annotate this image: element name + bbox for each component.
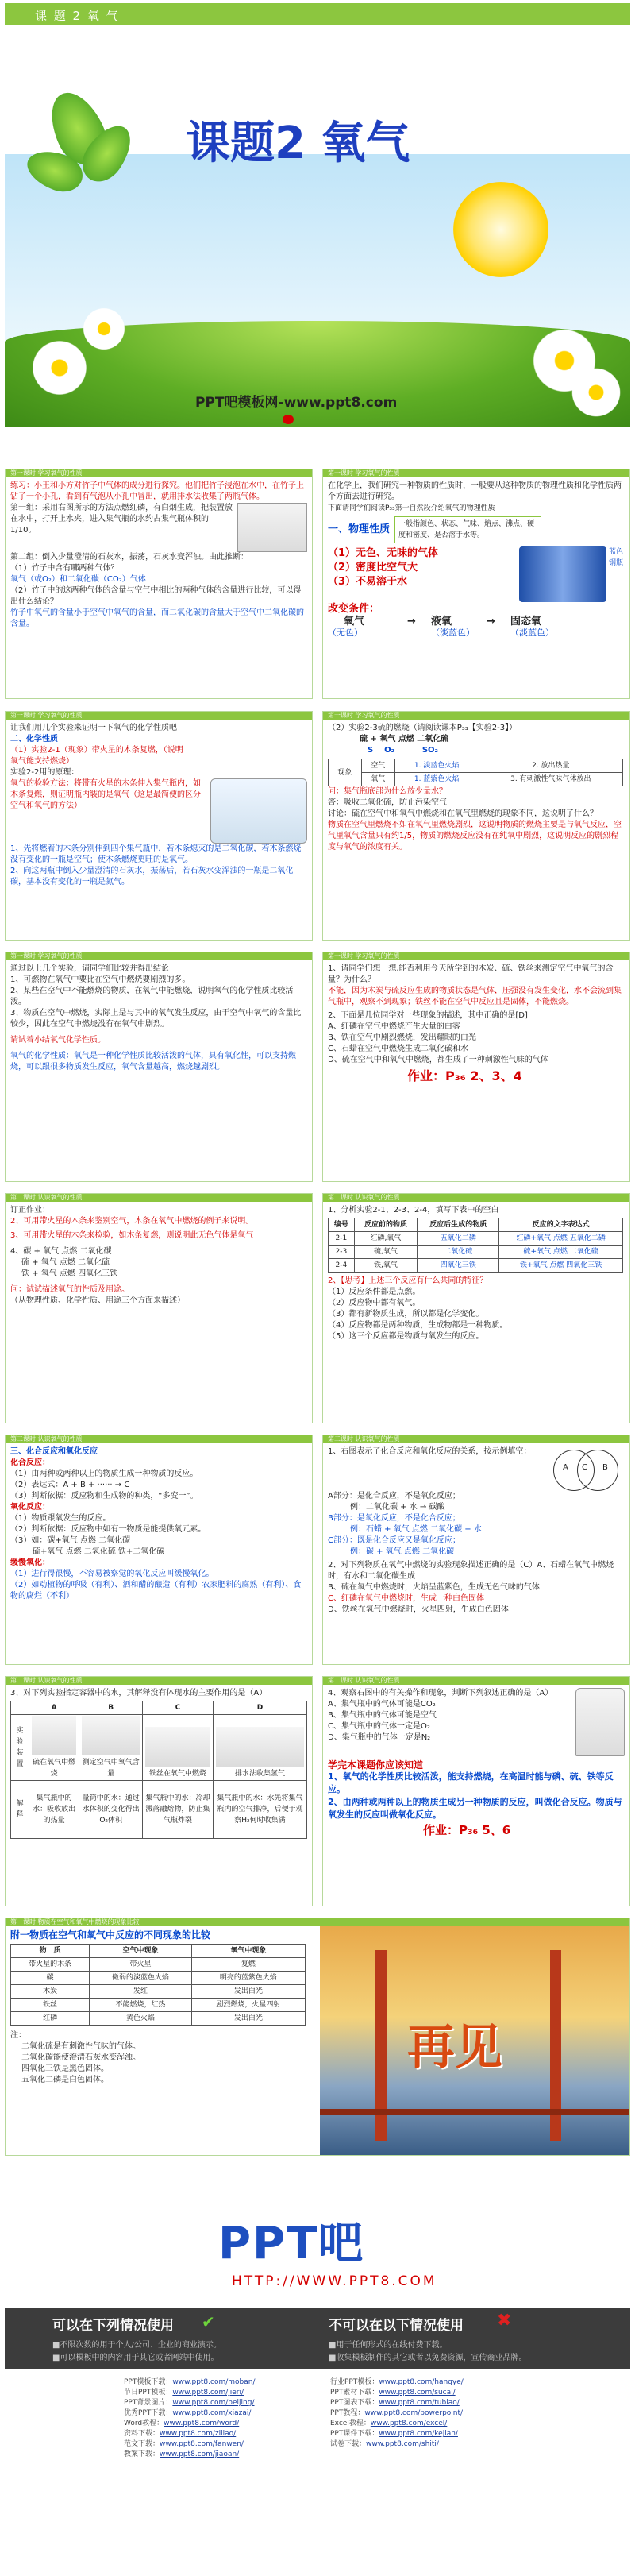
table-cell: 集气瓶中的水：吸收放出的热量 [29, 1781, 79, 1839]
footer-link-row [330, 2408, 537, 2419]
footer-link[interactable]: www.ppt8.com/sucai/ [379, 2389, 456, 2396]
text-line: C部分：既是化合反应又是氧化反应； [328, 1536, 460, 1545]
text-line: （1）物质跟氧发生的反应。 [10, 1514, 111, 1523]
point-line: （4）反应物都是两种物质，生成物都是一种物质。 [328, 1321, 508, 1330]
footer-link[interactable]: www.ppt8.com/hangye/ [379, 2378, 464, 2386]
can-use-1: ■不限次数的用于个人/公司、企业的商业演示。 [52, 2341, 221, 2350]
table-row [11, 1999, 306, 2012]
jar-image [575, 1688, 625, 1756]
venn-label-a: A [563, 1463, 568, 1472]
text-line: 物质在空气里燃烧不如在氧气里燃烧剧烈，这说明物质的燃烧主要是与氧气反应，空气里氧气含量只有约1/5，物质的燃烧反应没有在纯氧中剧烈，这说明反应的剧烈程度与氧气的浓度有关。 [328, 821, 622, 852]
footer-link[interactable]: www.ppt8.com/ziliao/ [160, 2430, 237, 2438]
text-line: 例：碳 + 氧气 点燃 二氧化碳 [350, 1547, 455, 1556]
equation: 4、碳 + 氧气 点燃 二氧化碳 [10, 1247, 112, 1256]
footer-link-row [330, 2377, 537, 2388]
color-1: （无色） [328, 628, 363, 638]
table-head: 氧气中现象 [191, 1945, 305, 1958]
text-line: 2、【思考】上述三个反应有什么共同的特征？ [328, 1276, 488, 1285]
can-use-title: 可以在下列情况使用 [52, 2318, 174, 2334]
table-cell: 五氧化二磷 [418, 1232, 499, 1246]
text-line: 3、可用带火星的木条来检验，如木条复燃，则说明此无色气体是氧气 [10, 1231, 254, 1240]
footer-link[interactable]: www.ppt8.com/jieri/ [172, 2389, 244, 2396]
text-line: 硫+氧气 点燃 二氧化硫 铁+二氧化碳 [33, 1547, 165, 1556]
footer-link-row [124, 2388, 330, 2398]
point-line: （1）反应条件都是点燃。 [328, 1288, 421, 1296]
table-head: D [213, 1701, 306, 1715]
footer-link[interactable]: www.ppt8.com/kejian/ [379, 2430, 458, 2438]
table-cell: 3. 有刺激性气味气体放出 [479, 773, 622, 786]
footer-link[interactable]: www.ppt8.com/tubiao/ [379, 2399, 460, 2407]
slide-chemical-property [5, 711, 313, 941]
table-cell: 铁,氧气 [354, 1259, 418, 1273]
property-item: （3）不易溶于水 [328, 576, 408, 588]
flower-icon [80, 305, 128, 353]
slide-bar: 第二课时 认识氧气的性质 [323, 1435, 629, 1443]
footer-link[interactable]: www.ppt8.com/xiazai/ [172, 2409, 252, 2417]
arrow-icon: → [407, 616, 416, 628]
cylinder-image [519, 546, 606, 602]
hero-watermark: PPT吧模板网-www.ppt8.com [195, 395, 398, 411]
text-line: A部分：是化合反应，不是氧化反应； [328, 1492, 460, 1500]
table-head: 反应后生成的物质 [418, 1218, 499, 1232]
text-line: 1、请同学们想一想,能否利用今天所学到的木炭、硫、铁丝来测定空气中氧气的含量？为什么？ [328, 964, 614, 984]
footer-link-row [330, 2388, 537, 2398]
license-panel [5, 2308, 630, 2369]
table-cell: 1. 淡蓝色火焰 [394, 759, 479, 773]
footer-link-label: PPT课件下载： [330, 2430, 379, 2438]
point-line: （5）这三个反应都是物质与氧发生的反应。 [328, 1332, 484, 1341]
state-solid: 固态氧 [510, 616, 542, 628]
subhead: 氧化反应： [10, 1503, 50, 1512]
option-c: C、石蜡在空气中燃烧生成二氧化碳和水 [328, 1045, 468, 1053]
text-line: 通过以上几个实验，请同学们比较并得出结论 [10, 964, 169, 973]
subhead: 化合反应： [10, 1458, 50, 1467]
option-a: A、集气瓶中的气体可能是CO₂ [328, 1700, 436, 1709]
footer-link-row [330, 2429, 537, 2439]
table-cell: 铁丝 [11, 1999, 90, 2012]
table-row [329, 1246, 623, 1259]
goodbye-text: 再见 [407, 2020, 503, 2076]
cross-icon: ✖ [497, 2311, 512, 2331]
slide-correction [5, 1193, 313, 1423]
slide-bar: 第一课时 学习氧气的性质 [323, 952, 629, 960]
slide-bar: 第二课时 认识氧气的性质 [323, 1677, 629, 1685]
ladybug-icon [283, 415, 294, 424]
footer-link-label: PPT教程： [330, 2409, 365, 2417]
table-head: B [79, 1701, 143, 1715]
state-oxygen: 氧气 [344, 616, 365, 628]
text-line: 2、对下列物质在氧气中燃烧的实验现象描述正确的是（C）A、石蜡在氧气中燃烧时，有水和二氧化碳生成 [328, 1561, 614, 1581]
text-line: 1、先将燃着的木条分别伸到四个集气瓶中，若木条熄灭的是二氧化碳，若木条燃烧没有变化的一瓶是空气；使木条燃烧更旺的是氧气。 [10, 844, 302, 864]
table-cell: 测定空气中氧气含量 [79, 1715, 143, 1781]
slide-summary [322, 1676, 630, 1906]
footer-links [5, 2377, 630, 2465]
table-row [11, 1958, 306, 1972]
option-b: B、铁在空气中剧烈燃烧，发出耀眼的白光 [328, 1033, 476, 1042]
slide-comparison [5, 1918, 630, 2156]
venn-diagram [545, 1446, 625, 1491]
venn-label-b: B [602, 1463, 608, 1472]
slide-combination-reaction [5, 1435, 313, 1665]
slide-exercise-bamboo [5, 469, 313, 699]
table-cell: 发红 [90, 1985, 192, 1999]
table-cell: 碳 [11, 1972, 90, 1985]
table-cell: 铁丝在氧气中燃烧 [143, 1715, 214, 1781]
note-line: 二氧化碳能使澄清石灰水变浑浊。 [21, 2053, 140, 2062]
text-line: （1）进行得很慢，不容易被察觉的氧化反应叫缓慢氧化。 [10, 1570, 214, 1578]
text-line: C、红磷在氧气中燃烧时，生成一种白色固体 [328, 1594, 484, 1603]
note-label: 注： [10, 2031, 26, 2040]
property-item: （2）密度比空气大 [328, 562, 418, 574]
table-cell: 集气瓶中的水：水先将集气瓶内的空气排净，后便于观察H₂何时收集满 [213, 1781, 306, 1839]
text-line: 氧气的化学性质：氧气是一种化学性质比较活泼的气体，具有氧化性，可以支持燃烧，可以跟很多物质发生反应，氧气含量越高，燃烧越剧烈。 [10, 1052, 296, 1072]
table-cell: 空气 [361, 759, 394, 773]
text-line: 氧气的检验方法：将带有火星的木条伸入集气瓶内，如木条复燃，则证明瓶内装的是氧气（这是最简便的区分空气和氧气的方法） [10, 779, 201, 810]
text-line: 第二组：倒入少量澄清的石灰水，振荡，石灰水变浑浊。由此推断： [10, 553, 248, 562]
text-line: 请试着小结氧气化学性质。 [10, 1036, 106, 1045]
footer-link-label: PPT模板下载： [124, 2378, 173, 2386]
table-cell: 二氧化硫 [418, 1246, 499, 1259]
text-line: 1、分析实验2-1、2-3、2-4，填写下表中的空白 [328, 1206, 499, 1215]
summary-point: 2、由两种或两种以上的物质生成另一种物质的反应，叫做化合反应。物质与氧发生的反应叫做氧化反应。 [328, 1797, 622, 1820]
equation: 铁 + 氧气 点燃 四氧化三铁 [21, 1269, 118, 1278]
table-cell: 排水法收集氢气 [213, 1715, 306, 1781]
summary-title: 学完本课题你应该知道 [328, 1759, 424, 1771]
text-line: （1）竹子中含有哪两种气体？ [10, 564, 119, 573]
table-row [11, 1985, 306, 1999]
table-cell: 四氧化三铁 [418, 1259, 499, 1273]
bottle-image [210, 778, 307, 844]
text-line: 1、右图表示了化合反应和氧化反应的关系，按示例填空： [328, 1447, 532, 1456]
text-line: 在化学上，我们研究一种物质的性质时，一般要从这种物质的物理性质和化学性质两个方面去进行研究。 [328, 481, 622, 501]
homework: 作业：P₃₆ 5、6 [423, 1823, 511, 1837]
text-line: （1）实验2-1（现象）带火星的木条复燃，（说明氧气能支持燃烧） [10, 746, 183, 766]
homework: 作业：P₃₆ 2、3、4 [407, 1068, 522, 1083]
footer-link-label: 资料下载： [124, 2430, 160, 2438]
slide-bar: 第一课时 学习氧气的性质 [6, 952, 312, 960]
footer-link-row [330, 2398, 537, 2408]
venn-label-c: C [582, 1463, 587, 1472]
text-line: （2）表达式：A + B + ······ → C [10, 1481, 130, 1489]
option-b: B、集气瓶中的气体可能是空气 [328, 1711, 437, 1720]
slide-reaction-table [322, 1193, 630, 1423]
note-line: 二氧化硫是有刺激性气味的气体。 [21, 2042, 140, 2051]
footer-link[interactable]: www.ppt8.com/powerpoint/ [364, 2409, 464, 2417]
footer-logo: PPT吧 [218, 2218, 365, 2269]
footer-link[interactable]: www.ppt8.com/shiti/ [366, 2440, 439, 2448]
text-line: （2）实验2-3硫的燃烧（请阅读课本P₃₃【实验2-3】） [328, 724, 518, 732]
cannot-use-1: ■用于任何形式的在线付费下载。 [329, 2341, 448, 2350]
text-line: 实验2-2用的原理： [10, 768, 79, 777]
formula: S O₂ SO₂ [368, 746, 438, 755]
text-line: （2）竹子中的这两种气体的含量与空气中相比的两种气体的含量进行比较，可以得出什么结论？ [10, 586, 302, 606]
goodbye-image [320, 1926, 629, 2155]
table-head: A [29, 1701, 79, 1715]
table-cell: 发出白光 [191, 1985, 305, 1999]
text-line: 例：二氧化碳 + 水 → 碳酸 [350, 1503, 445, 1512]
option-d: D、集气瓶中的气体一定是N₂ [328, 1733, 431, 1742]
table-row [11, 1972, 306, 1985]
sun [453, 182, 548, 277]
table-cell: 硫,氧气 [354, 1246, 418, 1259]
phenomena-table [328, 759, 623, 786]
footer-link[interactable]: www.ppt8.com/beijing/ [172, 2399, 255, 2407]
text-line: 3、对下列实验指定容器中的水，其解释没有体现水的主要作用的是（A） [10, 1689, 267, 1697]
footer-link-label: 节日PPT模板： [124, 2389, 173, 2396]
table-cell: 微弱的淡蓝色火焰 [90, 1972, 192, 1985]
slide-bar: 第一课时 物质在空气和氧气中燃烧的现象比较 [6, 1918, 629, 1926]
slide-physical-property [322, 469, 630, 699]
section-head: 二、化学性质 [10, 735, 58, 743]
footer-link-label: Excel教程： [330, 2420, 371, 2427]
text-line: 4、观察右图中的有关操作和现象，判断下列叙述正确的是（A） [328, 1689, 553, 1697]
table-cell: 带火星的木条 [11, 1958, 90, 1972]
table-row [329, 1259, 623, 1273]
slide-bar: 第一课时 学习氧气的性质 [6, 712, 312, 720]
table-cell: 红磷 [11, 2012, 90, 2026]
text-line: 答：吸收二氧化硫，防止污染空气 [328, 798, 447, 807]
footer-link-row [124, 2377, 330, 2388]
definition-box: 一般指颜色、状态、气味、熔点、沸点、硬度和密度、是否溶于水等。 [394, 516, 541, 543]
footer-link-row [124, 2429, 330, 2439]
water-table [10, 1701, 307, 1839]
table-cell: 红磷,氧气 [354, 1232, 418, 1246]
cannot-use-2: ■收集模板制作的其它或者以免费资源，宣传商业品牌。 [329, 2354, 527, 2362]
footer-link-label: Word教程： [124, 2420, 164, 2427]
footer-link[interactable]: www.ppt8.com/jiaoan/ [160, 2450, 240, 2458]
slide-water-role [5, 1676, 313, 1906]
table-cell: 2-4 [329, 1259, 355, 1273]
property-item: （1）无色、无味的气体 [328, 547, 439, 559]
point-line: （2）反应物中都有氧气。 [328, 1299, 421, 1307]
hero-slide [5, 3, 630, 427]
slide-bar: 第二课时 认识氧气的性质 [323, 1194, 629, 1202]
note-line: 四氧化三铁是黑色固体。 [21, 2064, 109, 2073]
text-line: 3、物质在空气中燃烧，实际上是与其中的氧气发生反应，由于空气中氧气的含量比较少，因此在空气中燃烧没有在氧气中剧烈。 [10, 1009, 302, 1029]
table-head: 编号 [329, 1218, 355, 1232]
color-3: （淡蓝色） [510, 628, 554, 638]
table-head: 反应前的物质 [354, 1218, 418, 1232]
point-line: （3）都有新物质生成，所以都是化学变化。 [328, 1310, 484, 1319]
text-line: 问：试试描述氧气的性质及用途。 [10, 1285, 129, 1294]
text-line: 订正作业： [10, 1206, 50, 1215]
arrow-icon: → [487, 616, 495, 628]
table-cell: 不能燃烧，红热 [90, 1999, 192, 2012]
text-line: B部分：是氧化反应，不是化合反应； [328, 1514, 460, 1523]
subhead: 缓慢氧化： [10, 1558, 50, 1567]
table-cell: 2. 放出热量 [479, 759, 622, 773]
slide-bar: 第二课时 认识氧气的性质 [6, 1194, 312, 1202]
comparison-table [10, 1944, 306, 2026]
state-liquid: 液氧 [431, 616, 452, 628]
table-cell: 量筒中的水：通过水体积的变化得出O₂体积 [79, 1781, 143, 1839]
footer-link-row [330, 2439, 537, 2450]
table-row [11, 2012, 306, 2026]
footer-url: HTTP://WWW.PPT8.COM [232, 2273, 437, 2289]
table-cell: 明亮的蓝紫色火焰 [191, 1972, 305, 1985]
can-use-2: ■可以模板中的内容用于其它或者网站中使用。 [52, 2354, 219, 2362]
footer-link[interactable]: www.ppt8.com/fanwen/ [160, 2440, 244, 2448]
footer-link-row [124, 2439, 330, 2450]
slide-discussion [322, 952, 630, 1182]
text-line: 问：集气瓶底部为什么放少量水？ [328, 787, 447, 796]
color-2: （淡蓝色） [431, 628, 475, 638]
table-cell: 2-3 [329, 1246, 355, 1259]
hero-title: 课题2 氧气 [186, 118, 410, 169]
text-line: 2、下面是几位同学对一些现象的描述，其中正确的是[D] [328, 1011, 528, 1020]
table-head: 现象 [329, 759, 362, 786]
equation: 硫 + 氧气 点燃 二氧化硫 [21, 1258, 110, 1267]
text-line: （从物理性质、化学性质、用途三个方面来描述） [10, 1296, 185, 1305]
footer-link-row [330, 2419, 537, 2429]
text-line: D、铁丝在氧气中燃烧时，火星四射，生成白色固体 [328, 1605, 509, 1614]
slide-sulfur-combustion [322, 711, 630, 941]
slide-bar: 第一课时 学习氧气的性质 [323, 469, 629, 477]
text-line: 例：石蜡 + 氧气 点燃 二氧化碳 + 水 [350, 1525, 482, 1534]
footer-link[interactable]: www.ppt8.com/excel/ [370, 2420, 448, 2427]
footer-link-label: 教案下载： [124, 2450, 160, 2458]
table-cell: 红磷+氧气 点燃 五氧化二磷 [499, 1232, 623, 1246]
slide-bar: 第二课时 认识氧气的性质 [6, 1435, 312, 1443]
option-d: D、硫在空气中和氧气中燃烧，都生成了一种刺激性气味的气体 [328, 1056, 548, 1064]
text-line: 练习：小王和小方对竹子中气体的成分进行探究。他们把竹子浸泡在水中，在竹子上钻了一个小孔，看到有气泡从小孔中冒出，就用排水法收集了两瓶气体。 [10, 481, 304, 501]
comparison-title: 附一物质在空气和氧气中反应的不同现象的比较 [10, 1929, 211, 1941]
table-head: 反应的文字表达式 [499, 1218, 623, 1232]
text-line: 让我们用几个实验来证明一下氧气的化学性质吧！ [10, 724, 185, 732]
cannot-use-title: 不可以在以下情况使用 [329, 2318, 464, 2334]
slide-conclusion [5, 952, 313, 1182]
text-line: 2、某些在空气中不能燃烧的物质，在氧气中能燃烧，说明氧气的化学性质比较活泼。 [10, 987, 294, 1006]
footer-link[interactable]: www.ppt8.com/word/ [164, 2420, 240, 2427]
table-cell: 集气瓶中的水：冷却溅落融熔物，防止集气瓶炸裂 [143, 1781, 214, 1839]
text-line: （2）如动植物的呼吸（有利）、酒和醋的酿造（有利）农家肥料的腐熟（有利）、食物的腐烂（不利） [10, 1581, 302, 1601]
reaction-table [328, 1218, 623, 1273]
table-cell: 2-1 [329, 1232, 355, 1246]
flower-icon [29, 337, 90, 399]
table-cell: 硫+氧气 点燃 二氧化硫 [499, 1246, 623, 1259]
option-c: C、集气瓶中的气体一定是O₂ [328, 1722, 430, 1731]
footer-link-row [124, 2398, 330, 2408]
row-head: 实验装置 [11, 1715, 29, 1781]
hero-top-label: 课 题 2 氧 气 [35, 9, 120, 23]
summary-point: 1、氧气的化学性质比较活泼，能支持燃烧，在高温时能与磷、硫、铁等反应。 [328, 1771, 614, 1794]
text-line: 下面请同学们阅读P₃₃第一自然段介绍氧气的物理性质 [328, 504, 495, 512]
bridge-deck [320, 2109, 629, 2115]
text-line: 不能，因为木炭与硫反应生成的物质状态是气体，压强没有发生变化，水不会流到集气瓶中，观察不到现象；铁丝不能在空气中反应且是固体，不能燃烧。 [328, 987, 622, 1006]
text-line: （1）由两种或两种以上的物质生成一种物质的反应。 [10, 1470, 198, 1478]
footer-link-label: PPT背景图片： [124, 2399, 173, 2407]
note-line: 五氧化二磷是白色固体。 [21, 2076, 109, 2084]
answer-line: 竹子中氧气的含量小于空气中氧气的含量，而二氧化碳的含量大于空气中二氧化碳的含量。 [10, 608, 304, 628]
table-cell: 发出白光 [191, 2012, 305, 2026]
text-line: 1、可燃物在氧气中要比在空气中燃烧要剧烈的多。 [10, 975, 190, 984]
footer-link-label: 优秀PPT下载： [124, 2409, 173, 2417]
table-cell: 带火星 [90, 1958, 192, 1972]
check-icon: ✔ [202, 2312, 215, 2331]
equation: 硫 + 氧气 点燃 二氧化硫 [360, 735, 449, 743]
section-head: 三、化合反应和氧化反应 [10, 1447, 98, 1456]
footer-link-row [124, 2419, 330, 2429]
footer-link-label: 行业PPT模板： [330, 2378, 379, 2386]
cylinder-caption: 蓝色钢瓶 [609, 548, 624, 567]
table-head: 空气中现象 [90, 1945, 192, 1958]
table-cell: 铁+氧气 点燃 四氧化三铁 [499, 1259, 623, 1273]
row-head: 解释 [11, 1781, 29, 1839]
slide-bar: 第一课时 学习氧气的性质 [6, 469, 312, 477]
table-cell: 剧烈燃烧，火星四射 [191, 1999, 305, 2012]
table-cell: 硫在氧气中燃烧 [29, 1715, 79, 1781]
text-line: （3）判断依据：反应物和生成物的种类，“多变一”。 [10, 1492, 198, 1500]
footer-link-row [124, 2408, 330, 2419]
text-line: （2）判断依据：反应物中如有一物质是能提供氧元素。 [10, 1525, 206, 1534]
slide-bar: 第一课时 学习氧气的性质 [323, 712, 629, 720]
footer-link-row [124, 2450, 330, 2460]
flower-icon [568, 365, 624, 420]
table-head: 物 质 [11, 1945, 90, 1958]
table-cell: 黄色火焰 [90, 2012, 192, 2026]
text-line: 第一组：采用右图所示的方法点燃红磷，有白烟生成，把装置放在水中，打开止水夹，进入集气瓶的水约占集气瓶体积的1/10。 [10, 504, 233, 535]
table-cell: 氧气 [361, 773, 394, 786]
footer-link-label: PPT图表下载： [330, 2399, 379, 2407]
text-line: 2、向这两瓶中倒入少量澄清的石灰水，振荡后，若石灰水变浑浊的一瓶是二氧化碳，基本没有变化的一瓶是氮气。 [10, 867, 294, 886]
table-head: C [143, 1701, 214, 1715]
text-line: 讨论：硫在空气中和氧气中燃烧和在氧气里燃烧的现象不同，这说明了什么？ [328, 809, 598, 818]
answer-line: 氧气（或O₂）和二氧化碳（CO₂）气体 [10, 575, 146, 584]
change-label: 改变条件： [328, 603, 380, 615]
table-cell: 1. 蓝紫色火焰 [394, 773, 479, 786]
slide-venn-exercise [322, 1435, 630, 1665]
text-line: B、硫在氧气中燃烧时，火焰呈蓝紫色，生成无色气味的气体 [328, 1583, 540, 1592]
footer-link-label: 试卷下载： [330, 2440, 367, 2448]
apparatus-image [237, 503, 307, 552]
footer-link-label: PPT素材下载： [330, 2389, 379, 2396]
table-row [329, 1232, 623, 1246]
table-cell: 复燃 [191, 1958, 305, 1972]
footer-link[interactable]: www.ppt8.com/moban/ [172, 2378, 256, 2386]
slide-bar: 第二课时 认识氧气的性质 [6, 1677, 312, 1685]
text-line: （3）如：碳+氧气 点燃 二氧化碳 [10, 1536, 131, 1545]
text-line: 2、可用带火星的木条来鉴别空气，木条在氧气中燃烧的例子来说明。 [10, 1217, 254, 1226]
section-head: 一、物理性质 [328, 523, 391, 535]
footer-link-label: 范文下载： [124, 2440, 160, 2448]
option-a: A、红磷在空气中燃烧产生大量的白雾 [328, 1022, 460, 1031]
table-cell: 木炭 [11, 1985, 90, 1999]
